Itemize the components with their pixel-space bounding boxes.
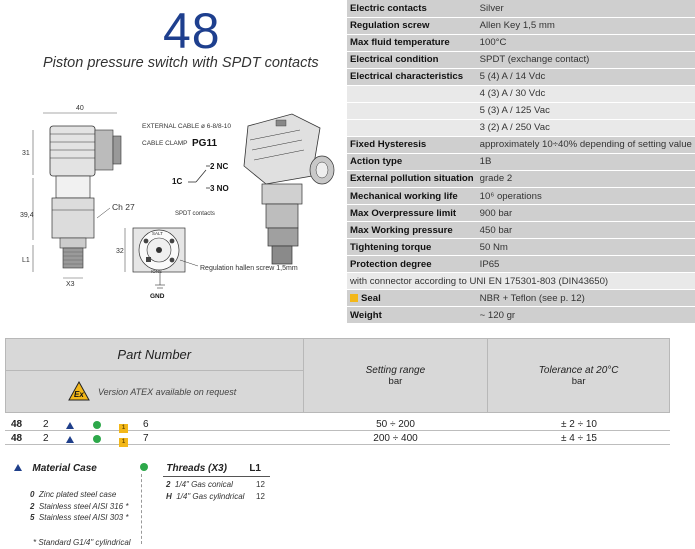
hex-label: Ch 27 bbox=[112, 202, 135, 212]
contact-no: 3 NO bbox=[210, 184, 229, 193]
spec-key: Max Overpressure limit bbox=[347, 205, 477, 222]
spec-key: Tightening torque bbox=[347, 239, 477, 256]
tolerance-label: Tolerance at 20°C bbox=[538, 364, 619, 376]
spec-row bbox=[347, 34, 695, 51]
cable-label: EXTERNAL CABLE ø 6-8/8-10 bbox=[142, 123, 231, 130]
material-5: Stainless steel AISI 303 * bbox=[38, 513, 129, 522]
spec-key: Seal bbox=[347, 290, 477, 307]
spec-key: Max fluid temperature bbox=[347, 34, 477, 51]
row-range: 200 ÷ 400 bbox=[373, 433, 418, 444]
material-title: Material Case bbox=[32, 463, 97, 474]
spec-key: Max Working pressure bbox=[347, 222, 477, 239]
spec-key bbox=[347, 119, 477, 136]
clamp-value: PG11 bbox=[192, 138, 218, 149]
gnd-label: GND bbox=[150, 293, 165, 300]
spec-row bbox=[347, 307, 695, 324]
material-legend bbox=[14, 463, 97, 474]
spec-value: 3 (2) A / 250 Vac bbox=[477, 119, 695, 136]
dim-x3-label: X3 bbox=[66, 281, 75, 288]
row-model: 48 bbox=[11, 433, 23, 444]
setting-range-label: Setting range bbox=[365, 364, 426, 376]
threads-l1-header: L1 bbox=[249, 463, 261, 474]
spec-row bbox=[347, 119, 695, 136]
spec-row bbox=[347, 153, 695, 170]
spec-row bbox=[347, 51, 695, 68]
material-items: 0 Zinc plated steel case 2 Stainless steel AISI 316 * 5 Stainless steel AISI 303 * bbox=[30, 490, 129, 522]
spec-row bbox=[347, 136, 695, 153]
spec-row bbox=[347, 85, 695, 102]
atex-icon bbox=[68, 381, 90, 401]
row-model: 48 bbox=[11, 419, 23, 430]
svg-text:Ex: Ex bbox=[74, 390, 84, 399]
spec-key: Regulation screw bbox=[347, 17, 477, 34]
spec-row bbox=[347, 239, 695, 256]
spec-key: External pollution situation bbox=[347, 170, 477, 187]
yellow-square-icon: 1 bbox=[119, 420, 128, 433]
page-subtitle: Piston pressure switch with SPDT contacts bbox=[43, 55, 319, 71]
row-tolerance: ± 4 ÷ 15 bbox=[561, 433, 597, 444]
spec-row bbox=[347, 0, 695, 17]
spec-value: 50 Nm bbox=[477, 239, 695, 256]
material-note: * Standard G1/4" cylindrical bbox=[33, 538, 131, 547]
spec-row bbox=[347, 170, 695, 187]
spec-key: Weight bbox=[347, 307, 477, 324]
spec-row bbox=[347, 256, 695, 273]
spec-value: 450 bar bbox=[477, 222, 695, 239]
spec-key: Protection degree bbox=[347, 256, 477, 273]
row-code2: 2 bbox=[43, 433, 49, 444]
threads-divider bbox=[163, 476, 270, 477]
spec-row bbox=[347, 17, 695, 34]
spec-value: approximately 10÷40% depending of setting value bbox=[477, 136, 695, 153]
triangle-icon bbox=[14, 464, 22, 471]
spec-value: SPDT (exchange contact) bbox=[477, 51, 695, 68]
row-tolerance: ± 2 ÷ 10 bbox=[561, 419, 597, 430]
row-code2: 2 bbox=[43, 419, 49, 430]
threads-items: 2 1/4" Gas conical 12 H 1/4" Gas cylindrical 12 bbox=[166, 480, 265, 501]
yellow-square-icon bbox=[350, 294, 358, 302]
spec-value: 10⁶ operations bbox=[477, 188, 695, 205]
spec-row bbox=[347, 290, 695, 307]
setting-range-unit: bar bbox=[388, 375, 403, 387]
spec-key: Electrical characteristics bbox=[347, 68, 477, 85]
row-code: 6 bbox=[143, 419, 149, 430]
spec-value: 5 (4) A / 14 Vdc bbox=[477, 68, 695, 85]
spec-value: 900 bar bbox=[477, 205, 695, 222]
spec-key: Mechanical working life bbox=[347, 188, 477, 205]
contact-nc: 2 NC bbox=[210, 162, 229, 171]
spec-row bbox=[347, 188, 695, 205]
triangle-icon bbox=[66, 434, 74, 447]
setting-range-header bbox=[303, 339, 488, 413]
spec-row bbox=[347, 222, 695, 239]
spec-table bbox=[347, 0, 695, 324]
spec-row bbox=[347, 205, 695, 222]
tolerance-unit: bar bbox=[571, 375, 586, 387]
spec-value: IP65 bbox=[477, 256, 695, 273]
spec-key: Electric contacts bbox=[347, 0, 477, 17]
spec-value: 1B bbox=[477, 153, 695, 170]
spec-key bbox=[347, 85, 477, 102]
bottom-ions-label: IONS bbox=[151, 269, 163, 274]
spec-value: with connector according to UNI EN 175301-803 (DIN43650) bbox=[347, 273, 695, 290]
spec-value: NBR + Teflon (see p. 12) bbox=[477, 290, 695, 307]
part-number-row bbox=[5, 432, 670, 445]
row-code: 7 bbox=[143, 433, 149, 444]
circle-icon bbox=[93, 434, 101, 447]
spec-value: ~ 120 gr bbox=[477, 307, 695, 324]
spec-key: Action type bbox=[347, 153, 477, 170]
atex-cell bbox=[6, 371, 304, 413]
part-number-header bbox=[5, 338, 670, 413]
dim-31-label: 31 bbox=[22, 150, 30, 157]
spec-key: Electrical condition bbox=[347, 51, 477, 68]
dim-39-label: 39,4 bbox=[20, 212, 34, 219]
spec-value: Allen Key 1,5 mm bbox=[477, 17, 695, 34]
model-number: 48 bbox=[163, 3, 221, 59]
spec-value: grade 2 bbox=[477, 170, 695, 187]
spec-value: 4 (3) A / 30 Vdc bbox=[477, 85, 695, 102]
spec-value: 5 (3) A / 125 Vac bbox=[477, 102, 695, 119]
material-0: Zinc plated steel case bbox=[38, 490, 117, 499]
dim-40-label: 40 bbox=[76, 105, 84, 112]
circle-icon bbox=[140, 463, 148, 471]
dim-l1-label: L1 bbox=[22, 257, 30, 264]
bottom-salt-label: SALT bbox=[152, 231, 163, 236]
spec-value: Silver bbox=[477, 0, 695, 17]
spec-key bbox=[347, 102, 477, 119]
threads-title: Threads (X3) bbox=[166, 463, 227, 474]
material-2: Stainless steel AISI 316 * bbox=[38, 501, 129, 511]
yellow-square-icon: 1 bbox=[119, 434, 128, 447]
clamp-label: CABLE CLAMP bbox=[142, 140, 188, 147]
contact-1c: 1C bbox=[172, 177, 183, 186]
row-range: 50 ÷ 200 bbox=[376, 419, 415, 430]
spec-row bbox=[347, 102, 695, 119]
threads-legend bbox=[140, 463, 261, 474]
dim-32-label: 32 bbox=[116, 248, 124, 255]
part-number-row bbox=[5, 418, 670, 431]
legend-separator bbox=[141, 474, 142, 544]
spdt-label: SPDT contacts bbox=[175, 211, 215, 217]
spec-row bbox=[347, 68, 695, 85]
part-number-title: Part Number bbox=[6, 339, 304, 371]
spec-row bbox=[347, 273, 695, 290]
spec-value: 100°C bbox=[477, 34, 695, 51]
tolerance-header bbox=[488, 339, 670, 413]
regulation-label: Regulation hallen screw 1,5mm bbox=[200, 265, 298, 272]
atex-note: Version ATEX available on request bbox=[98, 387, 237, 397]
spec-key: Fixed Hysteresis bbox=[347, 136, 477, 153]
technical-drawing bbox=[0, 100, 345, 315]
